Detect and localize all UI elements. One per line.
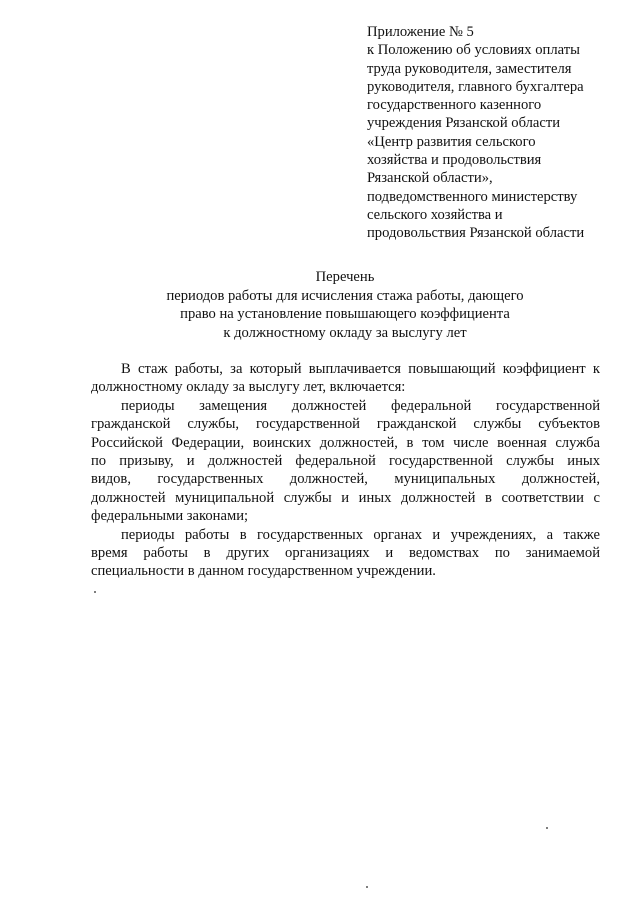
paragraph-line: периоды замещения должностей федеральной государственной bbox=[121, 397, 600, 414]
appendix-line: руководителя, главного бухгалтера bbox=[367, 78, 584, 95]
paragraph-line: время работы в других организациях и ведомствах по занимаемой bbox=[91, 545, 600, 562]
appendix-line: Приложение № 5 bbox=[367, 24, 474, 40]
appendix-header bbox=[367, 23, 617, 243]
paragraph-line: периоды работы в государственных органах и учреждениях, а также bbox=[121, 526, 600, 543]
appendix-line: Рязанской области», bbox=[367, 170, 493, 187]
appendix-line: труда руководителя, заместителя bbox=[367, 60, 572, 77]
appendix-line: продовольствия Рязанской области bbox=[367, 225, 585, 242]
periods-work-paragraph bbox=[91, 526, 600, 581]
appendix-line: к Положению об условиях оплаты bbox=[367, 42, 580, 59]
title-line: к должностному окладу за выслугу лет bbox=[223, 324, 467, 341]
title-line: периодов работы для исчисления стажа работы, дающего bbox=[166, 287, 524, 304]
paragraph-line: видов, государственных должностей, муниципальных должностей, bbox=[91, 471, 600, 488]
document-title bbox=[90, 268, 600, 342]
scan-speck bbox=[546, 827, 548, 829]
periods-service-paragraph bbox=[91, 397, 600, 526]
paragraph-line: специальности в данном государственном учреждении. bbox=[91, 563, 436, 580]
appendix-line: «Центр развития сельского bbox=[367, 133, 536, 150]
paragraph-line: Российской Федерации, воинских должностей, в том числе военная служба bbox=[91, 434, 600, 451]
appendix-line: государственного казенного bbox=[367, 97, 542, 114]
paragraph-line: должностей муниципальной службы и иных должностей в соответствии с bbox=[91, 489, 600, 506]
appendix-line: подведомственного министерству bbox=[367, 188, 578, 205]
paragraph-line: должностному окладу за выслугу лет, включается: bbox=[91, 379, 406, 396]
paragraph-line: федеральными законами; bbox=[91, 508, 249, 525]
intro-paragraph bbox=[91, 360, 600, 397]
appendix-line: хозяйства и продовольствия bbox=[367, 152, 542, 169]
title-line: Перечень bbox=[315, 269, 375, 285]
paragraph-line: В стаж работы, за который выплачивается повышающий коэффициент к bbox=[121, 361, 600, 377]
document-body bbox=[91, 360, 600, 581]
scan-speck bbox=[366, 886, 368, 888]
appendix-line: учреждения Рязанской области bbox=[367, 115, 561, 132]
paragraph-line: гражданской службы, государственной гражданской службы субъектов bbox=[91, 416, 600, 433]
scan-speck bbox=[94, 591, 96, 593]
appendix-line: сельского хозяйства и bbox=[367, 206, 503, 223]
paragraph-line: по призыву, и должностей федеральной государственной службы иных bbox=[91, 453, 600, 470]
title-line: право на установление повышающего коэффициента bbox=[180, 306, 510, 322]
